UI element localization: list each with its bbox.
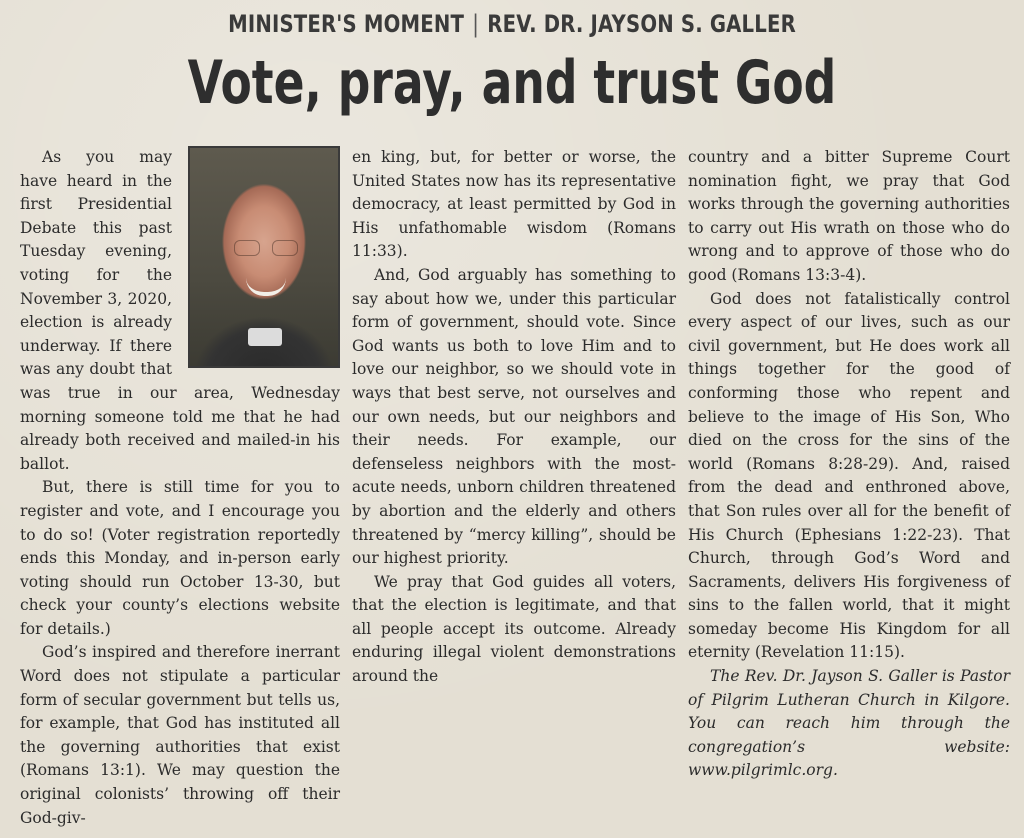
glasses-icon [234,240,298,256]
article-column-2 [352,146,676,689]
headline: Vote, pray, and trust God [187,48,837,118]
paragraph: And, God arguably has something to say about how we, under this particular form of government, should vote. Since God wants us both to love Him and to love our neighbor, so we should vote in ways that best serve, not ourselves and our own needs, but our neighbors and their needs. For example, our defenseless neighbors with the most-acute needs, unborn children threatened by abortion and the elderly and others threatened by “mercy killing”, should be our highest priority. [352,265,676,568]
author-bio: The Rev. Dr. Jayson S. Galler is Pastor of Pilgrim Lutheran Church in Kilgore. You can reach him through the congregation’s website: www.pilgrimlc.org. [688,667,1010,780]
smile-icon [246,278,286,296]
kicker-section: MINISTER'S MOMENT [228,10,465,38]
article-column-1 [20,146,340,830]
kicker-separator: | [472,10,480,38]
paragraph: God’s inspired and therefore inerrant Word does not stipulate a particular form of secular government but tells us, for example, that God has instituted all the governing authorities that exist (Romans 13:1). We may question the original colonists’ throwing off their God-giv- [20,643,340,827]
paragraph: God does not fatalistically control every aspect of our lives, such as our civil government, but He does work all things together for the good of conforming those who repent and believe to the image of His Son, Who died on the cross for the sins of the world (Romans 8:28-29). And, raised from the dead and enthroned above, that Son rules over all for the benefit of His Church (Ephesians 1:22-23). That Church, through God’s Word and Sacraments, delivers His forgiveness of sins to the fallen world, that it might someday become His Kingdom for all eternity (Revelation 11:15). [688,289,1010,662]
paragraph: As you may have heard in the first Presidential Debate this past Tuesday evening, voting for the November 3, 2020, election is already underway. If there was any doubt that was true in our area, Wednesday morning someone told me that he had already both received and mailed-in his ballot. [20,148,340,473]
paragraph: en king, but, for better or worse, the United States now has its representative democracy, at least permitted by God in His unfathomable wisdom (Romans 11:33). [352,148,676,261]
column-kicker [92,10,932,38]
paragraph: country and a bitter Supreme Court nomination fight, we pray that God works through the governing authorities to carry out His wrath on those who do wrong and to approve of those who do good (Romans 13:3-4). [688,148,1010,284]
paragraph: But, there is still time for you to register and vote, and I encourage you to do so! (Voter registration reportedly ends this Monday, and in-person early voting should run October 13-30, but check your county’s elections website for details.) [20,478,340,638]
clerical-collar-icon [248,328,282,346]
article-column-3 [688,146,1010,783]
author-photo [188,146,340,368]
kicker-author: REV. DR. JAYSON S. GALLER [487,10,796,38]
paragraph: We pray that God guides all voters, that the election is legitimate, and that all people accept its outcome. Already enduring illegal violent demonstrations around the [352,572,676,686]
